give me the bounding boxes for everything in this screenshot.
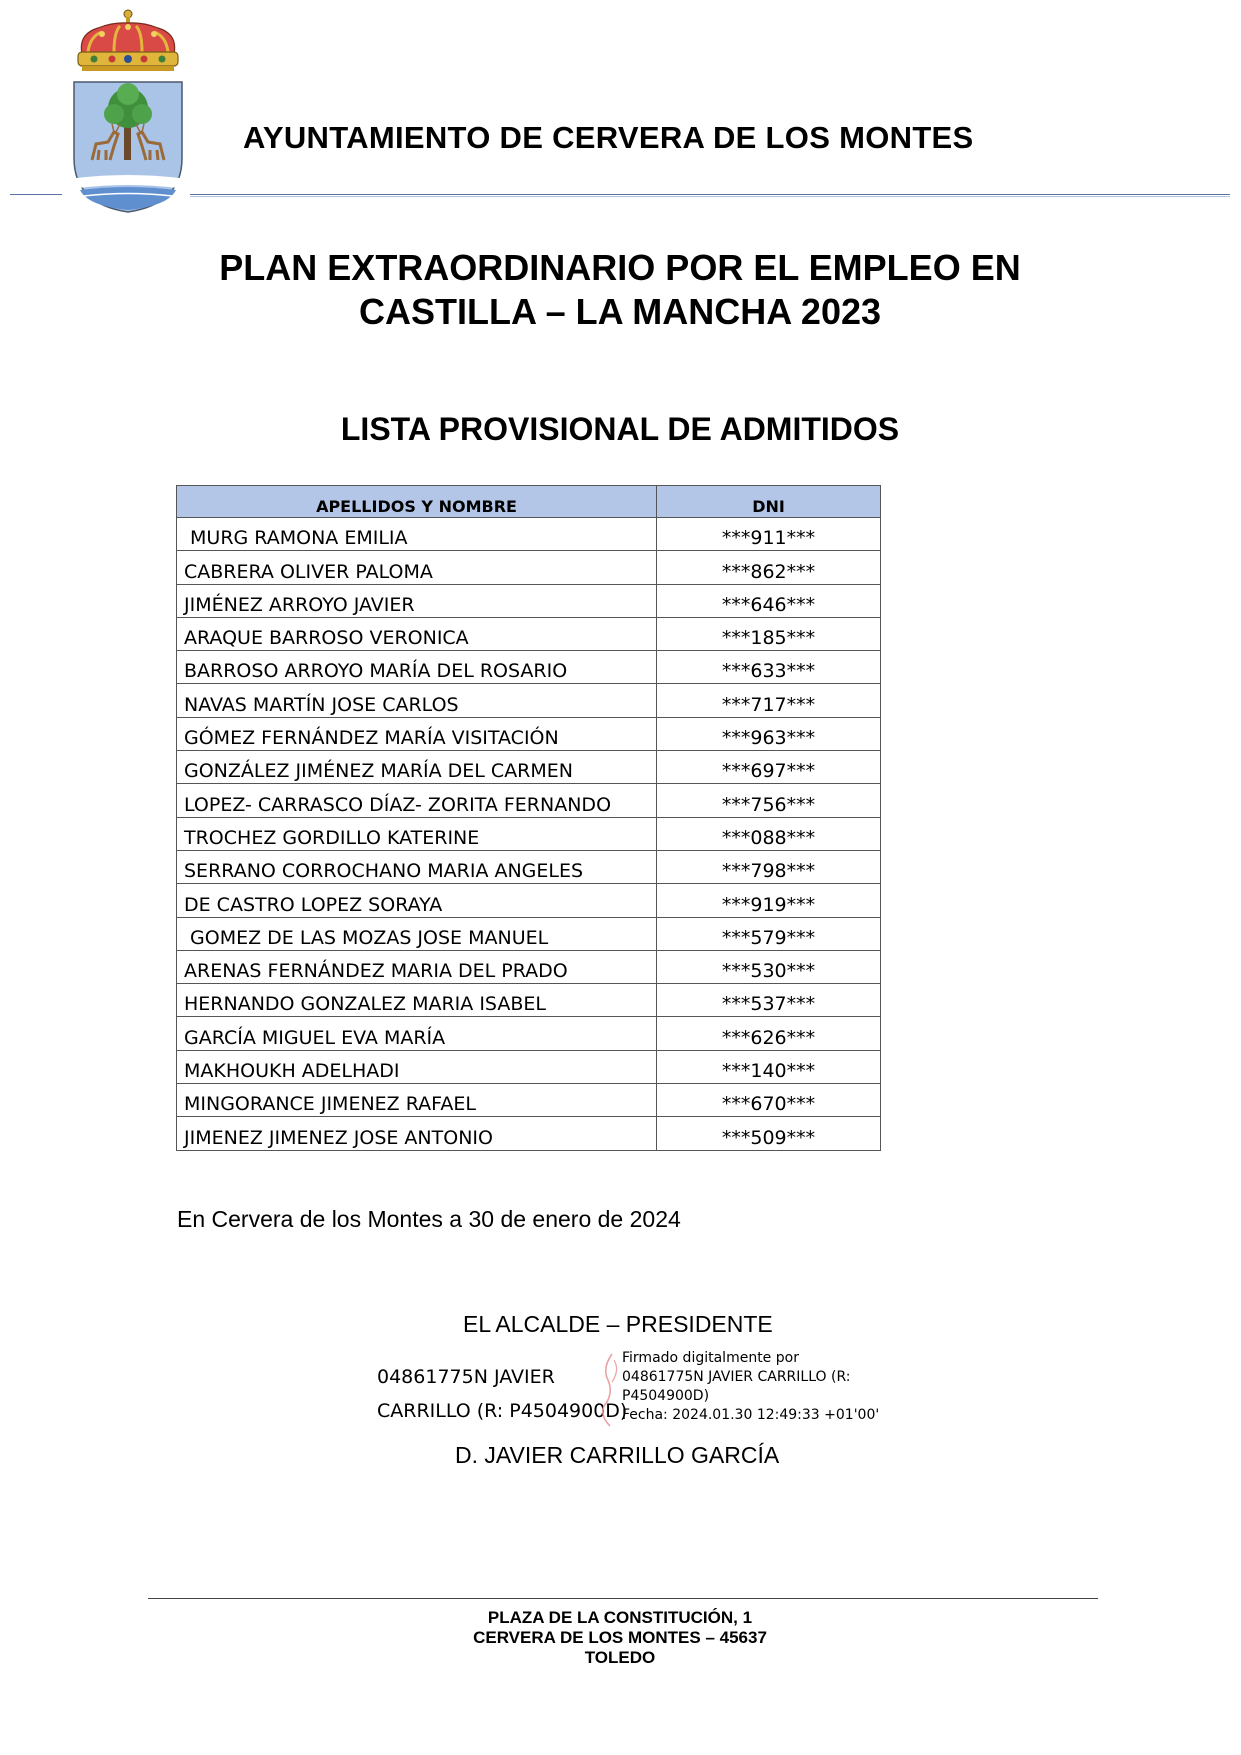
header-divider-shadow xyxy=(190,196,1230,197)
applicant-name-cell: DE CASTRO LOPEZ SORAYA xyxy=(177,884,657,917)
applicant-name-cell: BARROSO ARROYO MARÍA DEL ROSARIO xyxy=(177,651,657,684)
applicant-dni-cell: ***626*** xyxy=(657,1017,881,1050)
applicant-name-cell: GOMEZ DE LAS MOZAS JOSE MANUEL xyxy=(177,917,657,950)
applicant-name-cell: CABRERA OLIVER PALOMA xyxy=(177,551,657,584)
column-header-name: APELLIDOS Y NOMBRE xyxy=(177,486,657,518)
table-row xyxy=(177,717,881,750)
table-row xyxy=(177,1050,881,1083)
table-row xyxy=(177,850,881,883)
table-row xyxy=(177,950,881,983)
applicant-dni-cell: ***646*** xyxy=(657,584,881,617)
signer-line-2: CARRILLO (R: P4504900D) xyxy=(377,1400,628,1422)
list-title: LISTA PROVISIONAL DE ADMITIDOS xyxy=(340,411,900,447)
signature-line-3: P4504900D) xyxy=(622,1388,710,1404)
signature-line-2: 04861775N JAVIER CARRILLO (R: xyxy=(622,1369,851,1385)
plan-title-line1: PLAN EXTRAORDINARIO POR EL EMPLEO EN xyxy=(219,247,1021,288)
signature-scribble-icon xyxy=(594,1350,624,1430)
applicant-name-cell: SERRANO CORROCHANO MARIA ANGELES xyxy=(177,850,657,883)
applicant-dni-cell: ***862*** xyxy=(657,551,881,584)
applicant-dni-cell: ***756*** xyxy=(657,784,881,817)
applicant-name-cell: GÓMEZ FERNÁNDEZ MARÍA VISITACIÓN xyxy=(177,717,657,750)
applicant-dni-cell: ***185*** xyxy=(657,617,881,650)
applicant-name-cell: GARCÍA MIGUEL EVA MARÍA xyxy=(177,1017,657,1050)
mayor-name: D. JAVIER CARRILLO GARCÍA xyxy=(455,1442,780,1468)
admitted-list-table xyxy=(176,485,881,1151)
applicant-dni-cell: ***670*** xyxy=(657,1084,881,1117)
applicant-dni-cell: ***798*** xyxy=(657,850,881,883)
applicant-dni-cell: ***088*** xyxy=(657,817,881,850)
signature-date: Fecha: 2024.01.30 12:49:33 +01'00' xyxy=(622,1407,880,1423)
table-row xyxy=(177,651,881,684)
table-row xyxy=(177,784,881,817)
plan-title xyxy=(160,246,1080,334)
place-and-date: En Cervera de los Montes a 30 de enero de 2024 xyxy=(177,1206,681,1232)
table-row xyxy=(177,617,881,650)
table-row xyxy=(177,1017,881,1050)
crown-icon xyxy=(78,10,178,71)
table-row xyxy=(177,751,881,784)
table-row xyxy=(177,984,881,1017)
mayor-title: EL ALCALDE – PRESIDENTE xyxy=(463,1311,773,1337)
applicant-name-cell: ARAQUE BARROSO VERONICA xyxy=(177,617,657,650)
applicant-dni-cell: ***717*** xyxy=(657,684,881,717)
footer-address xyxy=(360,1608,880,1668)
footer-line-3: TOLEDO xyxy=(584,1648,656,1667)
applicant-dni-cell: ***963*** xyxy=(657,717,881,750)
applicant-dni-cell: ***919*** xyxy=(657,884,881,917)
signer-id-block xyxy=(377,1360,627,1428)
applicant-name-cell: JIMENEZ JIMENEZ JOSE ANTONIO xyxy=(177,1117,657,1150)
header-divider xyxy=(190,194,1230,195)
applicant-dni-cell: ***140*** xyxy=(657,1050,881,1083)
footer-line-1: PLAZA DE LA CONSTITUCIÓN, 1 xyxy=(487,1608,753,1627)
table-row xyxy=(177,551,881,584)
applicant-dni-cell: ***537*** xyxy=(657,984,881,1017)
table-header-row xyxy=(177,486,881,518)
footer-line-2: CERVERA DE LOS MONTES – 45637 xyxy=(473,1628,767,1647)
digital-signature-details xyxy=(622,1349,879,1425)
applicant-name-cell: TROCHEZ GORDILLO KATERINE xyxy=(177,817,657,850)
header-divider-left xyxy=(10,194,62,195)
applicant-name-cell: MINGORANCE JIMENEZ RAFAEL xyxy=(177,1084,657,1117)
applicant-name-cell: GONZÁLEZ JIMÉNEZ MARÍA DEL CARMEN xyxy=(177,751,657,784)
table-row xyxy=(177,584,881,617)
table-row xyxy=(177,917,881,950)
shield-icon xyxy=(74,82,182,212)
applicant-dni-cell: ***579*** xyxy=(657,917,881,950)
table-body xyxy=(177,518,881,1151)
applicant-name-cell: NAVAS MARTÍN JOSE CARLOS xyxy=(177,684,657,717)
applicant-name-cell: ARENAS FERNÁNDEZ MARIA DEL PRADO xyxy=(177,950,657,983)
applicant-dni-cell: ***530*** xyxy=(657,950,881,983)
applicant-name-cell: MAKHOUKH ADELHADI xyxy=(177,1050,657,1083)
applicant-dni-cell: ***633*** xyxy=(657,651,881,684)
applicant-name-cell: HERNANDO GONZALEZ MARIA ISABEL xyxy=(177,984,657,1017)
applicant-name-cell: MURG RAMONA EMILIA xyxy=(177,518,657,551)
table-row xyxy=(177,518,881,551)
table-row xyxy=(177,1084,881,1117)
table-row xyxy=(177,884,881,917)
municipality-title: AYUNTAMIENTO DE CERVERA DE LOS MONTES xyxy=(243,120,974,155)
applicant-dni-cell: ***911*** xyxy=(657,518,881,551)
applicant-dni-cell: ***697*** xyxy=(657,751,881,784)
applicant-dni-cell: ***509*** xyxy=(657,1117,881,1150)
signature-line-1: Firmado digitalmente por xyxy=(622,1350,799,1366)
signer-line-1: 04861775N JAVIER xyxy=(377,1366,555,1388)
table-row xyxy=(177,684,881,717)
plan-title-line2: CASTILLA – LA MANCHA 2023 xyxy=(358,291,882,332)
coat-of-arms-icon xyxy=(68,8,188,218)
table-row xyxy=(177,1117,881,1150)
applicant-name-cell: JIMÉNEZ ARROYO JAVIER xyxy=(177,584,657,617)
footer-divider xyxy=(148,1598,1098,1599)
applicant-name-cell: LOPEZ- CARRASCO DÍAZ- ZORITA FERNANDO xyxy=(177,784,657,817)
table-row xyxy=(177,817,881,850)
column-header-dni: DNI xyxy=(657,486,881,518)
